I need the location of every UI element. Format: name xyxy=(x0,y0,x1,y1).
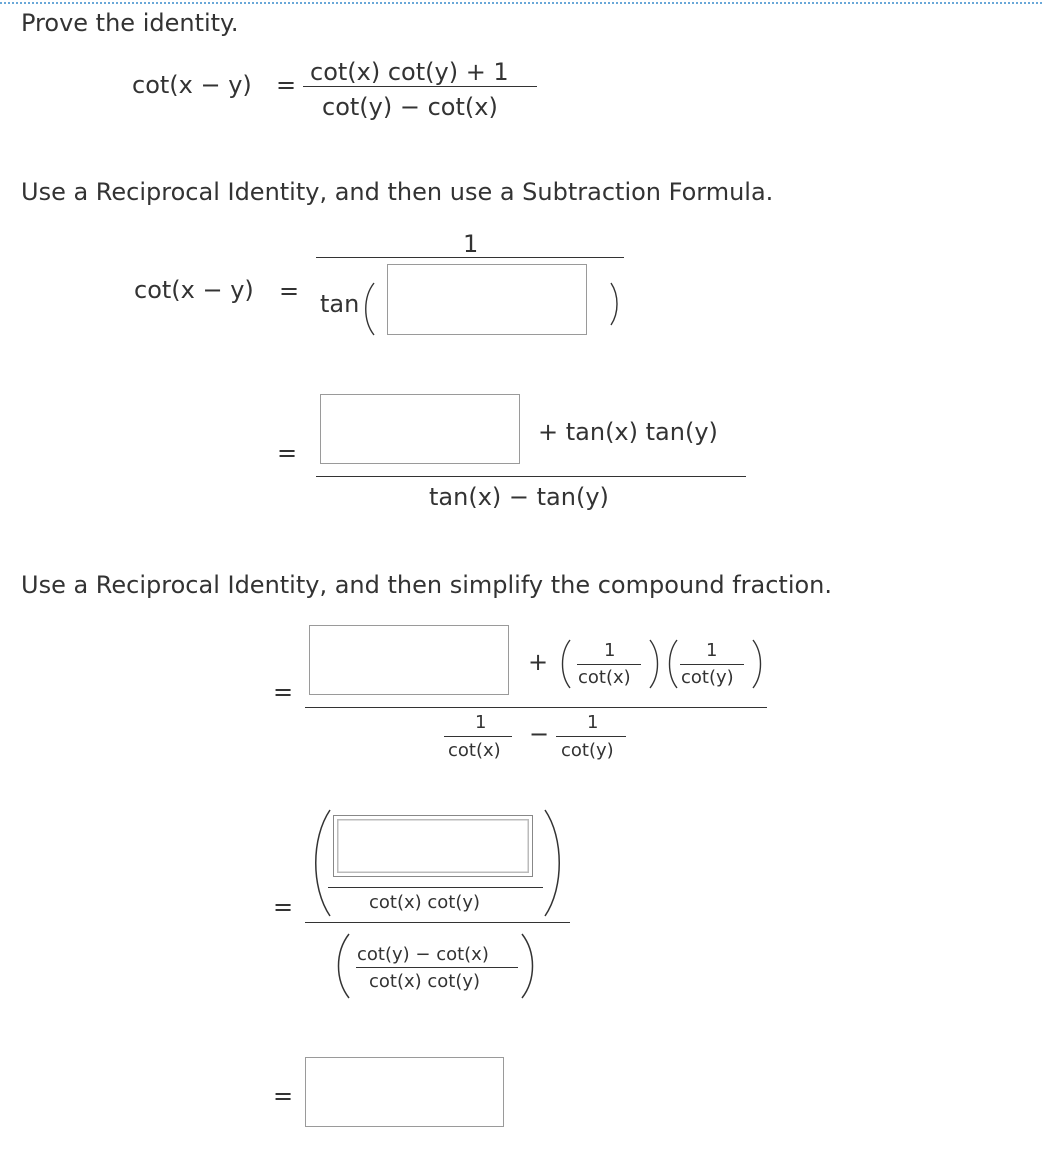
small-one-d: 1 xyxy=(587,712,599,733)
step1-equals-2: = xyxy=(277,439,298,467)
left-paren-icon xyxy=(664,638,680,690)
small-bar-a xyxy=(577,664,641,665)
step1-numerator-one: 1 xyxy=(463,230,479,258)
step2-instruction: Use a Reciprocal Identity, and then simplify the compound fraction. xyxy=(21,571,833,599)
right-paren-icon xyxy=(750,638,766,690)
step2-equals-1: = xyxy=(273,678,294,706)
identity-lhs: cot(x − y) xyxy=(132,71,252,99)
right-paren-icon xyxy=(647,638,663,690)
answer-input-5[interactable] xyxy=(305,1057,504,1127)
small-cot-x-a: cot(x) xyxy=(578,667,631,688)
right-paren-icon xyxy=(543,808,565,918)
right-paren-icon xyxy=(520,932,538,1000)
answer-input-4[interactable] xyxy=(333,815,533,877)
lower-numerator: cot(y) − cot(x) xyxy=(357,944,489,965)
left-paren-icon xyxy=(310,808,332,918)
inner-fraction-bar xyxy=(328,887,543,888)
step1-instruction: Use a Reciprocal Identity, and then use a Subtraction Formula. xyxy=(21,178,774,206)
tan-label: tan xyxy=(320,290,360,318)
identity-equals: = xyxy=(276,71,297,99)
identity-denominator: cot(y) − cot(x) xyxy=(322,93,498,121)
answer-input-3[interactable] xyxy=(309,625,509,695)
step1-fraction-bar-2 xyxy=(316,476,746,477)
left-paren-icon xyxy=(361,281,377,337)
step2-fraction-bar-1 xyxy=(305,707,767,708)
small-cot-y-b: cot(y) xyxy=(681,667,734,688)
inner-denominator: cot(x) cot(y) xyxy=(369,892,481,913)
small-one-b: 1 xyxy=(706,640,718,661)
lower-fraction-bar xyxy=(356,967,518,968)
small-cot-y-d: cot(y) xyxy=(561,740,614,761)
answer-input-1[interactable] xyxy=(387,264,587,335)
step1-denominator: tan(x) − tan(y) xyxy=(429,483,609,511)
small-one-c: 1 xyxy=(475,712,487,733)
right-paren-icon xyxy=(608,281,622,327)
small-bar-d xyxy=(556,736,626,737)
step1-fraction-bar xyxy=(316,257,624,258)
minus-sign: − xyxy=(529,720,550,748)
answer-input-2[interactable] xyxy=(320,394,520,464)
small-bar-b xyxy=(680,664,744,665)
small-cot-x-c: cot(x) xyxy=(448,740,501,761)
step2-equals-2: = xyxy=(273,893,294,921)
identity-fraction-bar xyxy=(303,86,537,87)
small-one-a: 1 xyxy=(604,640,616,661)
step1-numerator-rest: + tan(x) tan(y) xyxy=(538,418,718,446)
top-divider xyxy=(0,2,1042,4)
step1-equals: = xyxy=(279,277,300,305)
lower-denominator: cot(x) cot(y) xyxy=(369,971,481,992)
left-paren-icon xyxy=(333,932,351,1000)
main-fraction-bar xyxy=(305,922,570,923)
step1-lhs: cot(x − y) xyxy=(134,276,254,304)
step2-equals-3: = xyxy=(273,1082,294,1110)
identity-numerator: cot(x) cot(y) + 1 xyxy=(310,58,509,86)
instruction-text: Prove the identity. xyxy=(21,9,239,37)
left-paren-icon xyxy=(557,638,573,690)
small-bar-c xyxy=(444,736,512,737)
plus-sign: + xyxy=(528,648,549,676)
